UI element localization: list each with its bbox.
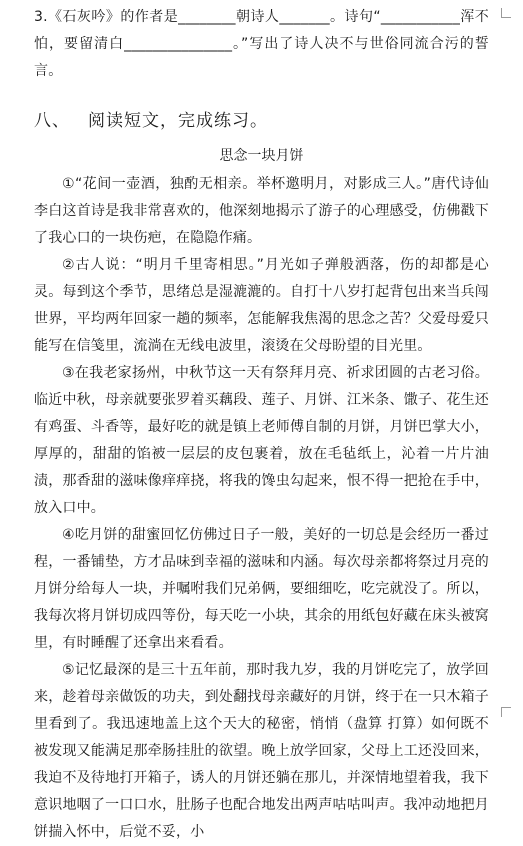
section-title: 阅读短文，完成练习。 xyxy=(88,111,268,131)
section-heading xyxy=(34,109,489,133)
article-paragraph: ④吃月饼的甜蜜回忆仿佛过日子一般，美好的一切总是会经历一番过程，一番铺垫，方才品味到幸福的滋味和内涵。每次母亲都将祭过月亮的月饼分给每人一块，并嘱咐我们兄弟俩，要细细吃，吃完就没了。所以，我每次将月饼切成四等份，每天吃一小块，其余的用纸包好藏在床头被窝里，有时睡醒了还拿出来看看。 xyxy=(34,527,489,651)
article-paragraph: ①“花间一壶酒，独酌无相亲。举杯邀明月，对影成三人。”唐代诗仙李白这首诗是我非常喜欢的，他深刻地揭示了游子的心理感受，仿佛戳下了我心口的一块伤疤，在隐隐作痛。 xyxy=(34,176,489,246)
question-3: 3.《石灰吟》的作者是________朝诗人_______。诗句“___________浑不怕，要留清白_______________。”写出了诗人决不与世俗同流合污的誓言。 xyxy=(34,9,489,79)
article-paragraph: ⑤记忆最深的是三十五年前，那时我九岁，我的月饼吃完了，放学回来，趁着母亲做饭的功夫，到处翻找母亲藏好的月饼，终于在一只木箱子里看到了。我迅速地盖上这个天大的秘密，悄悄（盘算 打算）如何既不被发现又能满足那牵肠挂肚的欲望。晚上放学回家，父母上工还没回来，我迫不及待地打开箱子，诱人的月饼还躺在那儿，并深情地望着我，我下意识地咽了一口口水，肚肠子也配合地发出两声咕咕叫声。我冲动地把月饼揣入怀中，后觉不妥，小 xyxy=(34,662,489,840)
article-paragraph: ③在我老家扬州，中秋节这一天有祭拜月亮、祈求团圆的古老习俗。临近中秋，母亲就要张罗着买藕段、莲子、月饼、江米条、馓子、花生还有鸡蛋、斗香等，最好吃的就是镇上老师傅自制的月饼，月饼巴掌大小，厚厚的，甜甜的馅被一层层的皮包裹着，放在毛毡纸上，沁着一片片油渍，那香甜的滋味像痒痒挠，将我的馋虫勾起来，恨不得一把抢在手中，放入口中。 xyxy=(34,365,489,516)
section-number: 八、 xyxy=(34,111,70,131)
page-corner-mark xyxy=(501,8,511,18)
article-title: 思念一块月饼 xyxy=(219,148,304,164)
article-paragraph: ②古人说：“明月千里寄相思。”月光如子弹般洒落，伤的却都是心灵。每到这个季节，思绪总是湿漉漉的。自打十八岁打起背包出来当兵闯世界，平均两年回家一趟的频率，怎能解我焦渴的思念之苦？父爱母爱只能写在信笺里，流淌在无线电波里，滚烫在父母盼望的目光里。 xyxy=(34,257,489,354)
page-corner-mark xyxy=(501,707,511,717)
